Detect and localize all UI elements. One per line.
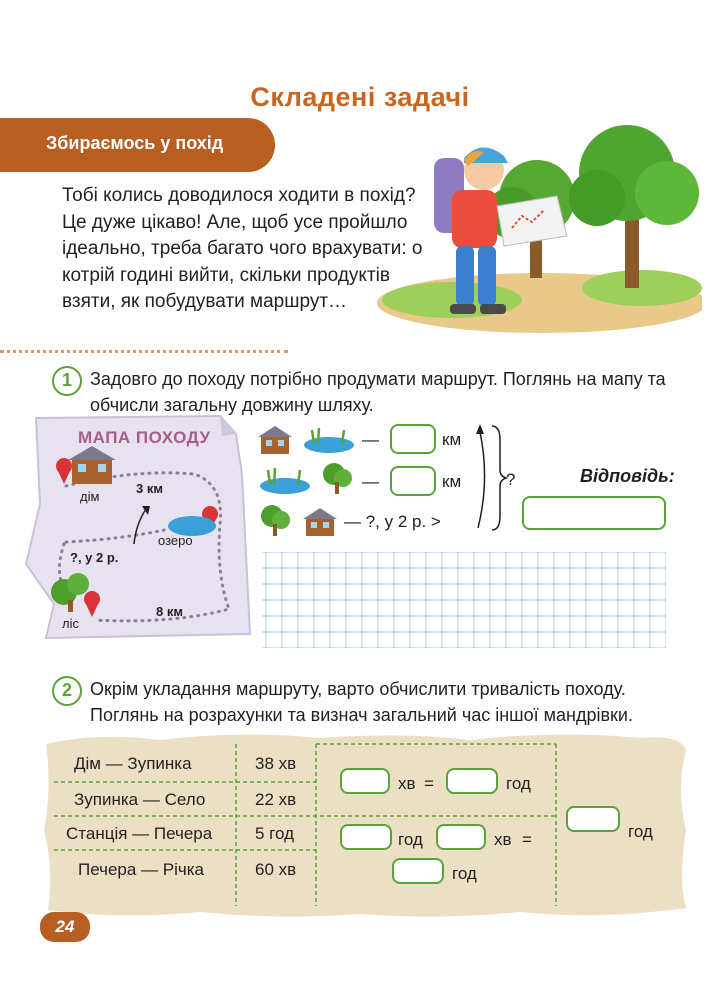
row-2-answer-box[interactable] xyxy=(390,466,436,496)
answer-label: Відповідь: xyxy=(580,466,675,486)
row-3-text: — ?, у 2 р. > xyxy=(344,512,441,531)
row-1-answer-box[interactable] xyxy=(390,424,436,454)
lake-icon xyxy=(302,424,356,454)
section-divider xyxy=(0,350,288,353)
table-route: Зупинка — Село xyxy=(74,790,206,809)
total-hours-unit: год xyxy=(628,822,653,841)
lake-icon xyxy=(258,464,312,496)
house-icon xyxy=(302,506,338,536)
minutes-unit: хв xyxy=(398,774,416,793)
map-distance-home-lake: 3 км xyxy=(136,481,163,496)
map-distance-lake-forest: ?, у 2 р. xyxy=(70,550,119,565)
hours-unit: год xyxy=(398,830,423,849)
table-route: Станція — Печера xyxy=(66,824,213,843)
map-distance-forest-home: 8 км xyxy=(156,604,183,619)
total-brace xyxy=(470,420,510,536)
equals-sign: = xyxy=(424,774,434,793)
house-icon xyxy=(257,424,293,454)
table-time: 22 хв xyxy=(255,790,297,809)
hours-unit: год xyxy=(506,774,531,793)
table-time: 38 хв xyxy=(255,754,297,773)
row-2-unit: км xyxy=(442,472,462,491)
hours-input-box[interactable] xyxy=(446,768,498,794)
minutes-input-box[interactable] xyxy=(340,768,390,794)
page-number: 24 xyxy=(40,912,90,942)
section-title: Збираємось у похід xyxy=(46,133,224,153)
map-lake-label: озеро xyxy=(158,533,193,548)
minutes-unit: хв xyxy=(494,830,512,849)
task-1-text: Задовго до походу потрібно продумати маршрут. Поглянь на мапу та обчисли загальну довжину шляху. xyxy=(90,369,666,415)
map-forest-label: ліс xyxy=(62,616,79,631)
map-home-label: дім xyxy=(80,489,100,504)
page-title: Складені задачі xyxy=(250,82,470,112)
total-question: ? xyxy=(506,470,516,489)
tree-icon xyxy=(258,502,292,536)
table-time: 60 хв xyxy=(255,860,297,879)
total-hours-box[interactable] xyxy=(566,806,620,832)
map-title: МАПА ПОХОДУ xyxy=(78,428,211,447)
row-2-dash: — xyxy=(362,472,379,491)
tree-icon xyxy=(320,460,354,494)
answer-box[interactable] xyxy=(522,496,666,530)
minutes-input-box[interactable] xyxy=(436,824,486,850)
hours-input-box[interactable] xyxy=(340,824,392,850)
section-banner xyxy=(0,118,275,172)
calculation-grid[interactable] xyxy=(262,552,666,648)
hours-input-box[interactable] xyxy=(392,858,444,884)
hours-unit: год xyxy=(452,864,477,883)
row-1-unit: км xyxy=(442,430,462,449)
table-route: Дім — Зупинка xyxy=(74,754,192,773)
task-2-text: Окрім укладання маршруту, варто обчислити тривалість походу. Поглянь на розрахунки та визнач загальний час іншої мандрівки. xyxy=(90,679,633,725)
table-route: Печера — Річка xyxy=(78,860,205,879)
task-number-2: 2 xyxy=(52,676,82,706)
row-1-dash: — xyxy=(362,430,379,449)
equals-sign: = xyxy=(522,830,532,849)
intro-paragraph: Тобі колись доводилося ходити в похід? Це дуже цікаво! Але, щоб усе пройшло ідеально, треба багато чого врахувати: о котрій годині вийти, скільки продуктів взяти, як побудувати маршрут… xyxy=(62,185,423,312)
hiker-illustration xyxy=(372,118,702,338)
table-time: 5 год xyxy=(255,824,295,843)
task-number-1: 1 xyxy=(52,366,82,396)
